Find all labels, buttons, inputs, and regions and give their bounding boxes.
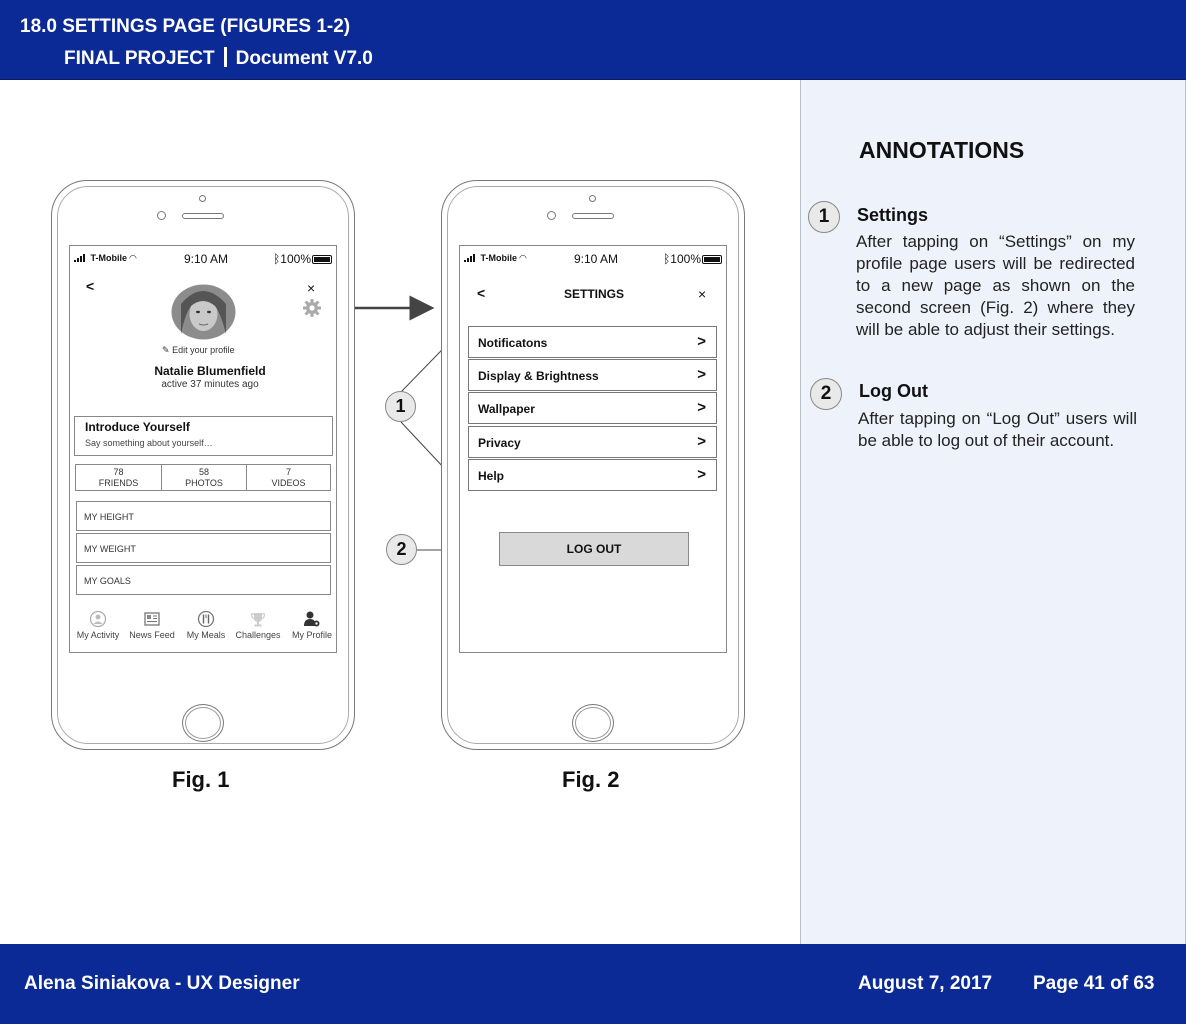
annotations-title: ANNOTATIONS [859, 137, 1025, 163]
settings-title: SETTINGS [563, 287, 624, 301]
camera-dot [199, 195, 206, 202]
stat-photos[interactable]: 58 PHOTOS [161, 464, 247, 491]
wifi-icon: ◠ [519, 253, 527, 263]
speaker-slot [182, 213, 224, 219]
signal-icon [464, 254, 478, 262]
status-bar [70, 252, 336, 266]
callout-marker-2: 2 [386, 534, 417, 565]
annotation-body: After tapping on “Settings” on my profile page users will be redirected to a new page as shown on the second screen (Fig. 2) where they will be able to adjust their settings. [856, 232, 1135, 339]
figure-label-2: Fig. 2 [562, 767, 620, 792]
intro-placeholder: Say something about yourself… [85, 438, 213, 448]
chevron-right-icon: > [697, 433, 706, 450]
settings-screen [459, 245, 727, 653]
chevron-right-icon: > [697, 333, 706, 350]
tab-challenges[interactable]: Challenges [232, 610, 284, 640]
stat-friends[interactable]: 78 FRIENDS [75, 464, 162, 491]
status-time: 9:10 AM [574, 252, 619, 266]
project-name: FINAL PROJECT [64, 48, 215, 69]
edit-icon: ✎ [162, 345, 170, 355]
document-version: Document V7.0 [235, 48, 373, 69]
tab-my-activity[interactable]: My Activity [72, 610, 124, 640]
status-bar [460, 252, 726, 266]
carrier-name: T-Mobile [480, 253, 518, 263]
newspaper-icon [143, 610, 161, 628]
gear-icon[interactable] [302, 298, 322, 318]
edit-profile-link[interactable]: ✎ Edit your profile [162, 345, 235, 355]
field-my-goals[interactable]: MY GOALS [76, 565, 331, 595]
annotation-heading: Settings [857, 205, 929, 225]
settings-item-wallpaper[interactable]: Wallpaper > [468, 392, 717, 424]
callout-marker-1: 1 [385, 391, 416, 422]
annotation-heading: Log Out [859, 381, 928, 401]
annotation-number: 2 [810, 378, 842, 410]
footer-author: Alena Siniakova - UX Designer [24, 973, 300, 994]
avatar[interactable] [171, 284, 236, 340]
profile-name: Natalie Blumenfield [154, 364, 266, 378]
field-my-weight[interactable]: MY WEIGHT [76, 533, 331, 563]
trophy-icon [249, 610, 267, 628]
figure-label-1: Fig. 1 [172, 767, 230, 792]
annotation-body: After tapping on “Log Out” users will be able to log out of their account. [858, 409, 1137, 450]
battery-icon [312, 255, 332, 264]
tab-news-feed[interactable]: News Feed [126, 610, 178, 640]
tab-my-profile[interactable]: My Profile [286, 610, 337, 640]
chevron-right-icon: > [697, 399, 706, 416]
intro-title: Introduce Yourself [85, 420, 190, 434]
close-button[interactable]: × [307, 280, 316, 296]
chevron-right-icon: > [697, 366, 706, 383]
close-button[interactable]: × [698, 286, 707, 302]
bluetooth-icon: ᛒ [663, 252, 671, 266]
stat-videos[interactable]: 7 VIDEOS [246, 464, 331, 491]
chevron-right-icon: > [697, 466, 706, 483]
footer-page-number: Page 41 of 63 [1033, 973, 1155, 994]
signal-icon [74, 254, 88, 262]
logout-button[interactable]: LOG OUT [499, 532, 689, 566]
wifi-icon: ◠ [129, 253, 137, 263]
settings-item-notifications[interactable]: Notificatons > [468, 326, 717, 358]
activity-icon [89, 610, 107, 628]
active-status: active 37 minutes ago [161, 379, 259, 390]
bluetooth-icon: ᛒ [273, 252, 281, 266]
sensor-dot [157, 211, 166, 220]
sensor-dot [547, 211, 556, 220]
profile-gear-icon [303, 610, 321, 628]
carrier-name: T-Mobile [90, 253, 128, 263]
home-button[interactable] [182, 704, 224, 742]
field-my-height[interactable]: MY HEIGHT [76, 501, 331, 531]
status-time: 9:10 AM [184, 252, 229, 266]
back-button[interactable]: < [477, 285, 486, 301]
meals-icon [197, 610, 215, 628]
tab-my-meals[interactable]: My Meals [180, 610, 232, 640]
page-footer [0, 944, 1186, 1024]
back-button[interactable]: < [86, 278, 95, 294]
camera-dot [589, 195, 596, 202]
home-button[interactable] [572, 704, 614, 742]
phone-frame-fig2 [441, 180, 745, 750]
battery-percent: 100% [280, 252, 311, 266]
introduce-yourself-box[interactable] [74, 416, 333, 456]
speaker-slot [572, 213, 614, 219]
section-title: 18.0 SETTINGS PAGE (FIGURES 1-2) [20, 16, 351, 37]
settings-item-privacy[interactable]: Privacy > [468, 426, 717, 458]
settings-item-display-brightness[interactable]: Display & Brightness > [468, 359, 717, 391]
footer-date: August 7, 2017 [858, 973, 993, 994]
battery-icon [702, 255, 722, 264]
phone-frame-fig1 [51, 180, 355, 750]
battery-percent: 100% [670, 252, 701, 266]
profile-screen [69, 245, 337, 653]
annotation-number: 1 [808, 201, 840, 233]
settings-item-help[interactable]: Help > [468, 459, 717, 491]
